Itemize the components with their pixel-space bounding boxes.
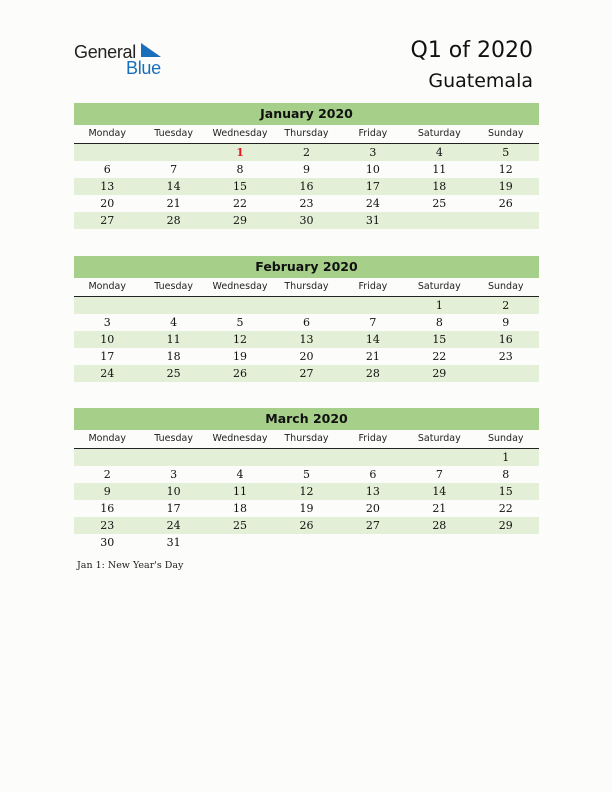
weekday-label: Monday: [88, 128, 126, 139]
day-cell: 14: [432, 485, 447, 498]
holiday-note: Jan 1: New Year's Day: [77, 560, 184, 571]
day-cell: 19: [233, 350, 248, 363]
weekday-label: Monday: [88, 281, 126, 292]
day-cell: 8: [435, 316, 443, 329]
day-cell: 29: [233, 214, 248, 227]
day-cell: 3: [103, 316, 111, 329]
week-row: [74, 195, 539, 212]
day-cell: 13: [299, 333, 314, 346]
day-cell: 30: [100, 536, 115, 549]
day-cell: 6: [302, 316, 310, 329]
day-cell: 20: [100, 197, 115, 210]
day-cell: 23: [299, 197, 314, 210]
week-row: [74, 212, 539, 229]
day-cell: 28: [365, 367, 380, 380]
month-title: January 2020: [74, 103, 539, 125]
day-cell: 14: [166, 180, 181, 193]
day-cell: 7: [369, 316, 377, 329]
empty-day-cell: [273, 449, 339, 466]
logo-text-general: General: [74, 42, 136, 62]
weekday-label: Sunday: [487, 433, 524, 444]
empty-day-cell: [273, 534, 339, 551]
day-cell: 18: [432, 180, 447, 193]
day-cell: 19: [498, 180, 513, 193]
weekday-label: Tuesday: [154, 281, 193, 292]
day-cell: 15: [498, 485, 513, 498]
day-cell: 17: [100, 350, 115, 363]
weekday-label: Saturday: [417, 128, 461, 139]
month-calendar-march: [74, 408, 539, 551]
day-cell: 25: [166, 367, 181, 380]
day-cell: 31: [166, 536, 181, 549]
day-cell: 12: [498, 163, 513, 176]
day-cell: 19: [299, 502, 314, 515]
month-calendar-january: [74, 103, 539, 229]
empty-day-cell: [207, 534, 273, 551]
week-row: [74, 314, 539, 331]
day-cell: 31: [365, 214, 380, 227]
weekday-label: Thursday: [284, 281, 329, 292]
week-row: [74, 365, 539, 382]
day-cell: 6: [369, 468, 377, 481]
empty-day-cell: [473, 534, 539, 551]
weekday-header-row: [74, 125, 539, 144]
week-row: [74, 348, 539, 365]
day-cell: 4: [170, 316, 178, 329]
day-cell: 11: [166, 333, 181, 346]
day-cell: 1: [502, 451, 510, 464]
day-cell: 2: [502, 299, 510, 312]
day-cell: 4: [236, 468, 244, 481]
day-cell: 25: [432, 197, 447, 210]
day-cell: 7: [170, 163, 178, 176]
day-cell: 30: [299, 214, 314, 227]
day-cell: 5: [302, 468, 310, 481]
day-cell: 27: [299, 367, 314, 380]
day-cell: 1: [435, 299, 443, 312]
day-cell: 10: [100, 333, 115, 346]
day-cell: 20: [365, 502, 380, 515]
day-cell: 21: [365, 350, 380, 363]
day-cell: 22: [233, 197, 248, 210]
day-cell: 9: [103, 485, 111, 498]
weekday-label: Tuesday: [154, 433, 193, 444]
day-cell: 24: [100, 367, 115, 380]
week-row: [74, 331, 539, 348]
weekday-label: Thursday: [284, 128, 329, 139]
month-title: March 2020: [74, 408, 539, 430]
day-cell: 16: [498, 333, 513, 346]
weekday-label: Thursday: [284, 433, 329, 444]
day-cell: 12: [233, 333, 248, 346]
logo-text-blue: Blue: [126, 58, 161, 78]
weekday-label: Monday: [88, 433, 126, 444]
day-cell: 25: [233, 519, 248, 532]
week-row: [74, 517, 539, 534]
day-cell: 27: [365, 519, 380, 532]
day-cell: 29: [432, 367, 447, 380]
weekday-label: Wednesday: [212, 128, 268, 139]
logo-flag-icon: [141, 43, 163, 59]
day-cell: 21: [432, 502, 447, 515]
day-cell: 26: [498, 197, 513, 210]
day-cell: 15: [432, 333, 447, 346]
page-title: Q1 of 2020: [410, 38, 533, 63]
day-cell: 3: [170, 468, 178, 481]
weekday-label: Wednesday: [212, 281, 268, 292]
week-row: [74, 483, 539, 500]
day-cell: 5: [236, 316, 244, 329]
empty-day-cell: [74, 449, 140, 466]
day-cell: 14: [365, 333, 380, 346]
empty-day-cell: [74, 144, 140, 161]
empty-day-cell: [207, 297, 273, 314]
day-cell: 8: [236, 163, 244, 176]
empty-day-cell: [74, 297, 140, 314]
day-cell: 20: [299, 350, 314, 363]
weekday-label: Sunday: [487, 281, 524, 292]
day-cell: 18: [166, 350, 181, 363]
day-cell: 27: [100, 214, 115, 227]
empty-day-cell: [140, 297, 206, 314]
day-cell: 22: [432, 350, 447, 363]
day-cell: 2: [103, 468, 111, 481]
day-cell: 13: [100, 180, 115, 193]
week-row: [74, 297, 539, 314]
day-cell: 10: [365, 163, 380, 176]
weekday-label: Friday: [358, 128, 388, 139]
week-row: [74, 500, 539, 517]
day-cell: 28: [432, 519, 447, 532]
empty-day-cell: [406, 449, 472, 466]
day-cell: 16: [100, 502, 115, 515]
weekday-label: Friday: [358, 433, 388, 444]
day-cell: 10: [166, 485, 181, 498]
weekday-label: Saturday: [417, 281, 461, 292]
weekday-label: Friday: [358, 281, 388, 292]
weekday-label: Wednesday: [212, 433, 268, 444]
day-cell: 26: [233, 367, 248, 380]
week-row: [74, 449, 539, 466]
empty-day-cell: [140, 144, 206, 161]
day-cell: 18: [233, 502, 248, 515]
weekday-header-row: [74, 430, 539, 449]
day-cell: 5: [502, 146, 510, 159]
day-cell: 15: [233, 180, 248, 193]
empty-day-cell: [340, 534, 406, 551]
empty-day-cell: [273, 297, 339, 314]
month-calendar-february: [74, 256, 539, 382]
day-cell: 7: [435, 468, 443, 481]
brand-logo: [74, 42, 174, 78]
day-cell: 17: [365, 180, 380, 193]
day-cell: 23: [100, 519, 115, 532]
day-cell: 11: [233, 485, 248, 498]
empty-day-cell: [406, 534, 472, 551]
day-cell: 4: [435, 146, 443, 159]
day-cell: 13: [365, 485, 380, 498]
day-cell: 16: [299, 180, 314, 193]
day-cell: 24: [365, 197, 380, 210]
day-cell: 2: [302, 146, 310, 159]
empty-day-cell: [406, 212, 472, 229]
month-title: February 2020: [74, 256, 539, 278]
day-cell: 9: [302, 163, 310, 176]
weekday-label: Saturday: [417, 433, 461, 444]
country-name: Guatemala: [428, 70, 533, 92]
day-cell: 11: [432, 163, 447, 176]
empty-day-cell: [140, 449, 206, 466]
week-row: [74, 144, 539, 161]
weekday-label: Tuesday: [154, 128, 193, 139]
day-cell: 21: [166, 197, 181, 210]
empty-day-cell: [473, 212, 539, 229]
day-cell: 26: [299, 519, 314, 532]
empty-day-cell: [340, 449, 406, 466]
day-cell: 6: [103, 163, 111, 176]
empty-day-cell: [473, 365, 539, 382]
weekday-header-row: [74, 278, 539, 297]
day-cell: 8: [502, 468, 510, 481]
day-cell: 29: [498, 519, 513, 532]
week-row: [74, 178, 539, 195]
day-cell: 23: [498, 350, 513, 363]
empty-day-cell: [340, 297, 406, 314]
day-cell: 12: [299, 485, 314, 498]
week-row: [74, 534, 539, 551]
day-cell: 28: [166, 214, 181, 227]
week-row: [74, 466, 539, 483]
day-cell: 17: [166, 502, 181, 515]
weekday-label: Sunday: [487, 128, 524, 139]
day-cell: 9: [502, 316, 510, 329]
week-row: [74, 161, 539, 178]
empty-day-cell: [207, 449, 273, 466]
day-cell: 24: [166, 519, 181, 532]
day-cell: 22: [498, 502, 513, 515]
day-cell: 3: [369, 146, 377, 159]
day-cell: 1: [236, 146, 244, 159]
